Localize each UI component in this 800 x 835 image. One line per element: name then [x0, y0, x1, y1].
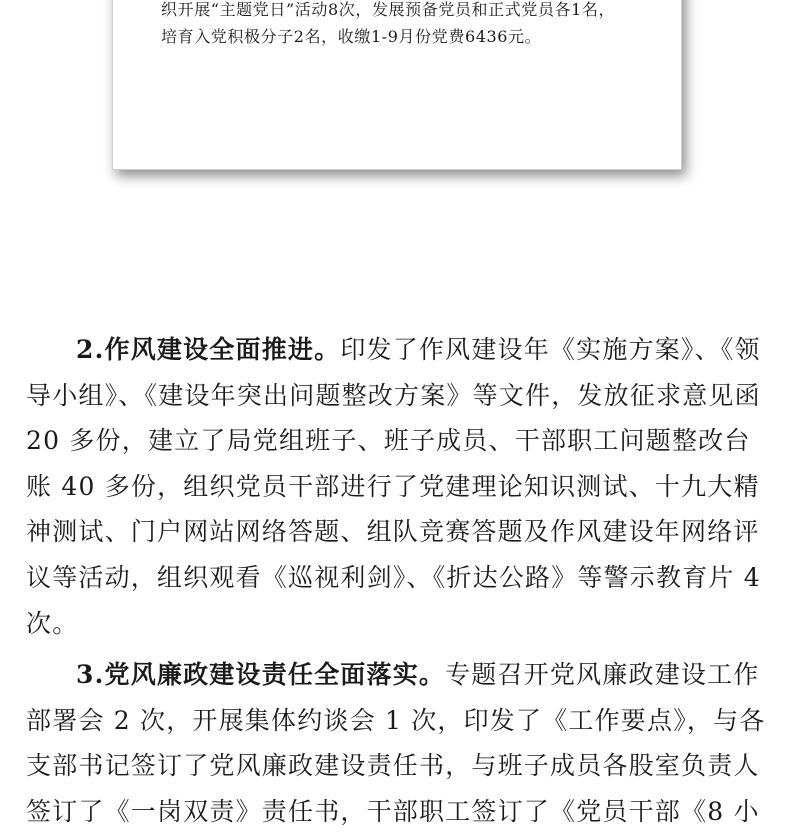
section2-first-line — [26, 327, 778, 373]
section3-first-line — [26, 652, 778, 698]
callout-line: 织开展“主题党日”活动8次，发展预备党员和正式党员各1名， — [161, 0, 616, 19]
section2-line: 导小组》、《建设年突出问题整改方案》等文件，发放征求意见函 — [26, 380, 761, 410]
section2-line: 议等活动，组织观看《巡视利剑》、《折达公路》等警示教育片 4 — [26, 562, 761, 592]
section2-line: 账 40 多份，组织党员干部进行了党建理论知识测试、十九大精 — [26, 471, 760, 501]
section3-line: 专题召开党风廉政建设工作 — [445, 660, 760, 690]
section2-heading: 2.作风建设全面推进。 — [76, 335, 341, 364]
section3-line: 签订了《一岗双责》责任书，干部职工签订了《党员干部《8 小 — [26, 796, 760, 826]
section3-heading: 3.党风廉政建设责任全面落实。 — [76, 660, 446, 690]
section3-line: 部署会 2 次，开展集体约谈会 1 次，印发了《工作要点》，与各 — [26, 705, 766, 735]
section2-line: 神测试、门户网站网络答题、组队竞赛答题及作风建设年网络评 — [26, 517, 760, 547]
section3-line: 支部书记签订了党风廉政建设责任书，与班子成员各股室负责人 — [26, 751, 760, 781]
section2-line: 印发了作风建设年《实施方案》、《领 — [340, 335, 761, 364]
callout-line: 培育入党积极分子2名，收缴1-9月份党费6436元。 — [161, 27, 542, 46]
summary-callout-box — [112, 0, 682, 170]
document-body — [26, 327, 778, 835]
section2-line: 20 多份，建立了局党组班子、班子成员、干部职工问题整改台 — [26, 426, 751, 456]
section2-line: 次。 — [26, 608, 79, 638]
